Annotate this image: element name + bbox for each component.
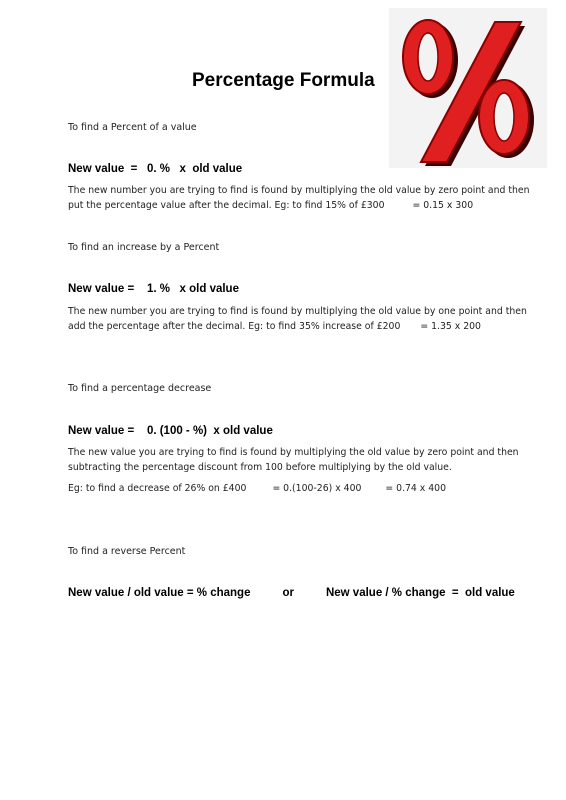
section1-line1: The new number you are trying to find is found by multiplying the old value by zero point and then [68, 185, 530, 196]
section4-formula-b: New value / % change = old value [325, 587, 515, 599]
percent-logo [389, 8, 547, 168]
section3-line2: subtracting the percentage discount from 100 before multiplying by the old value. [68, 462, 452, 473]
section2-line1: The new number you are trying to find is found by multiplying the old value by one point and then [68, 306, 527, 317]
section3-formula [68, 425, 273, 437]
page-title: Percentage Formula [192, 70, 375, 91]
section2-line2-text: add the percentage after the decimal. Eg: to find 35% increase of £200 [68, 321, 401, 332]
section3-heading: To find a percentage decrease [68, 383, 212, 394]
section2-heading: To find an increase by a Percent [68, 242, 220, 253]
section4-heading: To find a reverse Percent [68, 546, 186, 557]
section3-example-text: Eg: to find a decrease of 26% on £400 [68, 483, 247, 494]
section1-line2 [68, 198, 473, 213]
section2-line2-result: = 1.35 x 200 [420, 321, 481, 332]
section2-formula-text: New value = 1. % x old value [68, 283, 239, 295]
section3-example [68, 481, 446, 496]
section1-line2-text: put the percentage value after the decimal. Eg: to find 15% of £300 [68, 200, 385, 211]
section1-line2-result: = 0.15 x 300 [412, 200, 474, 211]
section3-example-result: = 0.74 x 400 [385, 483, 447, 494]
section1-heading: To find a Percent of a value [68, 122, 197, 133]
section4-formula [68, 587, 515, 599]
section3-line1: The new value you are trying to find is found by multiplying the old value by zero point and then [68, 447, 519, 458]
section2-line2 [68, 319, 481, 334]
section1-formula-text: New value = 0. % x old value [68, 163, 243, 175]
section3-example-step: = 0.(100-26) x 400 [272, 483, 362, 494]
section1-formula [68, 163, 242, 175]
percent-icon [389, 8, 547, 168]
section2-formula [68, 283, 239, 295]
section4-formula-a: New value / old value = % change [68, 587, 251, 599]
section4-formula-or: or [282, 587, 294, 599]
section3-formula-text: New value = 0. (100 - %) x old value [68, 425, 273, 437]
